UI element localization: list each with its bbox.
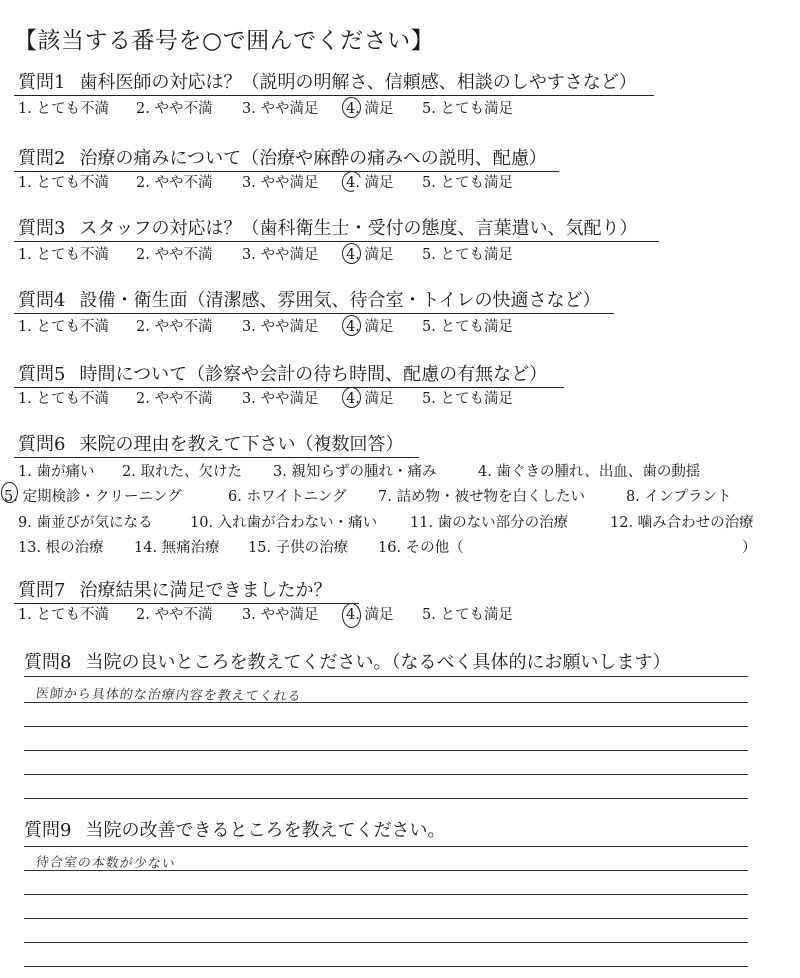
question-underline <box>14 387 564 388</box>
reason-option[interactable]: 1. 歯が痛い <box>18 464 95 480</box>
answer-line <box>24 846 748 847</box>
rating-option-5[interactable]: 5. とても満足 <box>422 319 513 335</box>
question-text: 来院の理由を教えて下さい（複数回答） <box>79 434 404 455</box>
answer-line <box>24 726 748 727</box>
answer-line <box>24 774 748 775</box>
rating-option-1[interactable]: 1. とても不満 <box>18 391 109 407</box>
answer-line <box>24 870 748 871</box>
other-close-paren: ） <box>742 540 757 556</box>
selection-circle <box>342 603 361 628</box>
rating-option-2[interactable]: 2. やや不満 <box>136 319 213 335</box>
selection-circle <box>342 387 361 408</box>
reason-option[interactable]: 2. 取れた、欠けた <box>122 464 242 480</box>
rating-option-2[interactable]: 2. やや不満 <box>136 101 213 117</box>
rating-option-3[interactable]: 3. やや満足 <box>242 101 319 117</box>
rating-option-4-selected[interactable]: 4. 満足 <box>346 246 393 264</box>
rating-option-3[interactable]: 3. やや満足 <box>242 319 319 335</box>
reason-option[interactable]: 15. 子供の治療 <box>248 540 349 556</box>
reason-option[interactable]: 4. 歯ぐきの腫れ、出血、歯の動揺 <box>478 464 701 480</box>
handwritten-answer[interactable]: 待合室の本数が少ない <box>34 855 177 872</box>
rating-option-5[interactable]: 5. とても満足 <box>422 607 513 623</box>
question-text: 設備・衛生面（清潔感、雰囲気、待合室・トイレの快適さなど） <box>79 290 601 311</box>
rating-option-1[interactable]: 1. とても不満 <box>18 247 109 263</box>
question-number: 質問7 <box>18 580 66 601</box>
rating-option-5[interactable]: 5. とても満足 <box>422 247 513 263</box>
answer-line <box>24 966 748 967</box>
question-underline <box>14 603 359 604</box>
question-number: 質問6 <box>18 434 66 455</box>
reason-option[interactable]: 7. 詰め物・被せ物を白くしたい <box>378 489 585 505</box>
question-text: 歯科医師の対応は？（説明の明解さ、信頼感、相談のしやすさなど） <box>79 72 637 93</box>
question-underline <box>14 313 614 314</box>
rating-option-1[interactable]: 1. とても不満 <box>18 607 109 623</box>
answer-line <box>24 894 748 895</box>
reason-option-other[interactable]: 16. その他（ <box>378 540 464 556</box>
reason-option-selected[interactable]: 5. 定期検診・クリーニング <box>4 485 182 506</box>
answer-line <box>24 702 748 703</box>
question-number: 質問8 <box>24 652 72 673</box>
answer-line <box>24 942 748 943</box>
selection-circle <box>342 315 361 336</box>
question-underline <box>14 95 654 96</box>
question-underline <box>14 171 559 172</box>
rating-option-4-selected[interactable]: 4. 満足 <box>346 606 393 624</box>
question-number: 質問3 <box>18 218 66 239</box>
reason-option[interactable]: 10. 入れ歯が合わない・痛い <box>190 515 378 531</box>
reason-option[interactable]: 13. 根の治療 <box>18 540 104 556</box>
rating-option-3[interactable]: 3. やや満足 <box>242 175 319 191</box>
rating-option-3[interactable]: 3. やや満足 <box>242 391 319 407</box>
question-number: 質問5 <box>18 364 66 385</box>
question-text: 治療の痛みについて（治療や麻酔の痛みへの説明、配慮） <box>79 148 547 169</box>
rating-option-2[interactable]: 2. やや不満 <box>136 175 213 191</box>
question-underline <box>14 241 659 242</box>
instruction-heading: 【該当する番号を○で囲んでください】 <box>14 28 435 54</box>
reason-option[interactable]: 6. ホワイトニング <box>228 489 347 505</box>
rating-option-4-selected[interactable]: 4. 満足 <box>346 100 393 118</box>
selection-circle <box>1 482 18 503</box>
rating-option-2[interactable]: 2. やや不満 <box>136 391 213 407</box>
reason-option[interactable]: 8. インプラント <box>626 489 732 505</box>
rating-option-3[interactable]: 3. やや満足 <box>242 607 319 623</box>
question-text: 時間について（診察や会計の待ち時間、配慮の有無など） <box>79 364 548 385</box>
answer-line <box>24 750 748 751</box>
handwritten-answer[interactable]: 医師から具体的な治療内容を教えてくれる <box>34 686 303 705</box>
reason-option[interactable]: 3. 親知らずの腫れ・痛み <box>273 464 437 480</box>
question-number: 質問1 <box>18 72 66 93</box>
answer-line <box>24 798 748 799</box>
rating-option-4-selected[interactable]: 4. 満足 <box>346 390 393 408</box>
rating-option-3[interactable]: 3. やや満足 <box>242 247 319 263</box>
question-text: 当院の改善できるところを教えてください。 <box>85 820 446 841</box>
rating-option-5[interactable]: 5. とても満足 <box>422 101 513 117</box>
rating-option-1[interactable]: 1. とても不満 <box>18 101 109 117</box>
answer-line <box>24 918 748 919</box>
rating-option-4-selected[interactable]: 4. 満足 <box>346 174 393 192</box>
rating-option-2[interactable]: 2. やや不満 <box>136 247 213 263</box>
reason-option[interactable]: 14. 無痛治療 <box>134 540 220 556</box>
reason-option[interactable]: 9. 歯並びが気になる <box>18 515 153 531</box>
question-text: 当院の良いところを教えてください。（なるべく具体的にお願いします） <box>85 652 671 673</box>
question-number: 質問9 <box>24 820 72 841</box>
rating-option-2[interactable]: 2. やや不満 <box>136 607 213 623</box>
question-text: 治療結果に満足できましたか？ <box>79 580 332 601</box>
selection-circle <box>342 97 361 118</box>
rating-option-5[interactable]: 5. とても満足 <box>422 175 513 191</box>
question-number: 質問2 <box>18 148 66 169</box>
selection-circle <box>342 243 361 264</box>
reason-option[interactable]: 12. 噛み合わせの治療 <box>610 515 754 531</box>
answer-line <box>24 676 748 677</box>
question-underline <box>14 457 419 458</box>
question-number: 質問4 <box>18 290 66 311</box>
rating-option-1[interactable]: 1. とても不満 <box>18 319 109 335</box>
question-text: スタッフの対応は？（歯科衛生士・受付の態度、言葉遣い、気配り） <box>79 218 638 239</box>
reason-option[interactable]: 11. 歯のない部分の治療 <box>410 515 569 531</box>
rating-option-4-selected[interactable]: 4. 満足 <box>346 318 393 336</box>
rating-option-1[interactable]: 1. とても不満 <box>18 175 109 191</box>
rating-option-5[interactable]: 5. とても満足 <box>422 391 513 407</box>
